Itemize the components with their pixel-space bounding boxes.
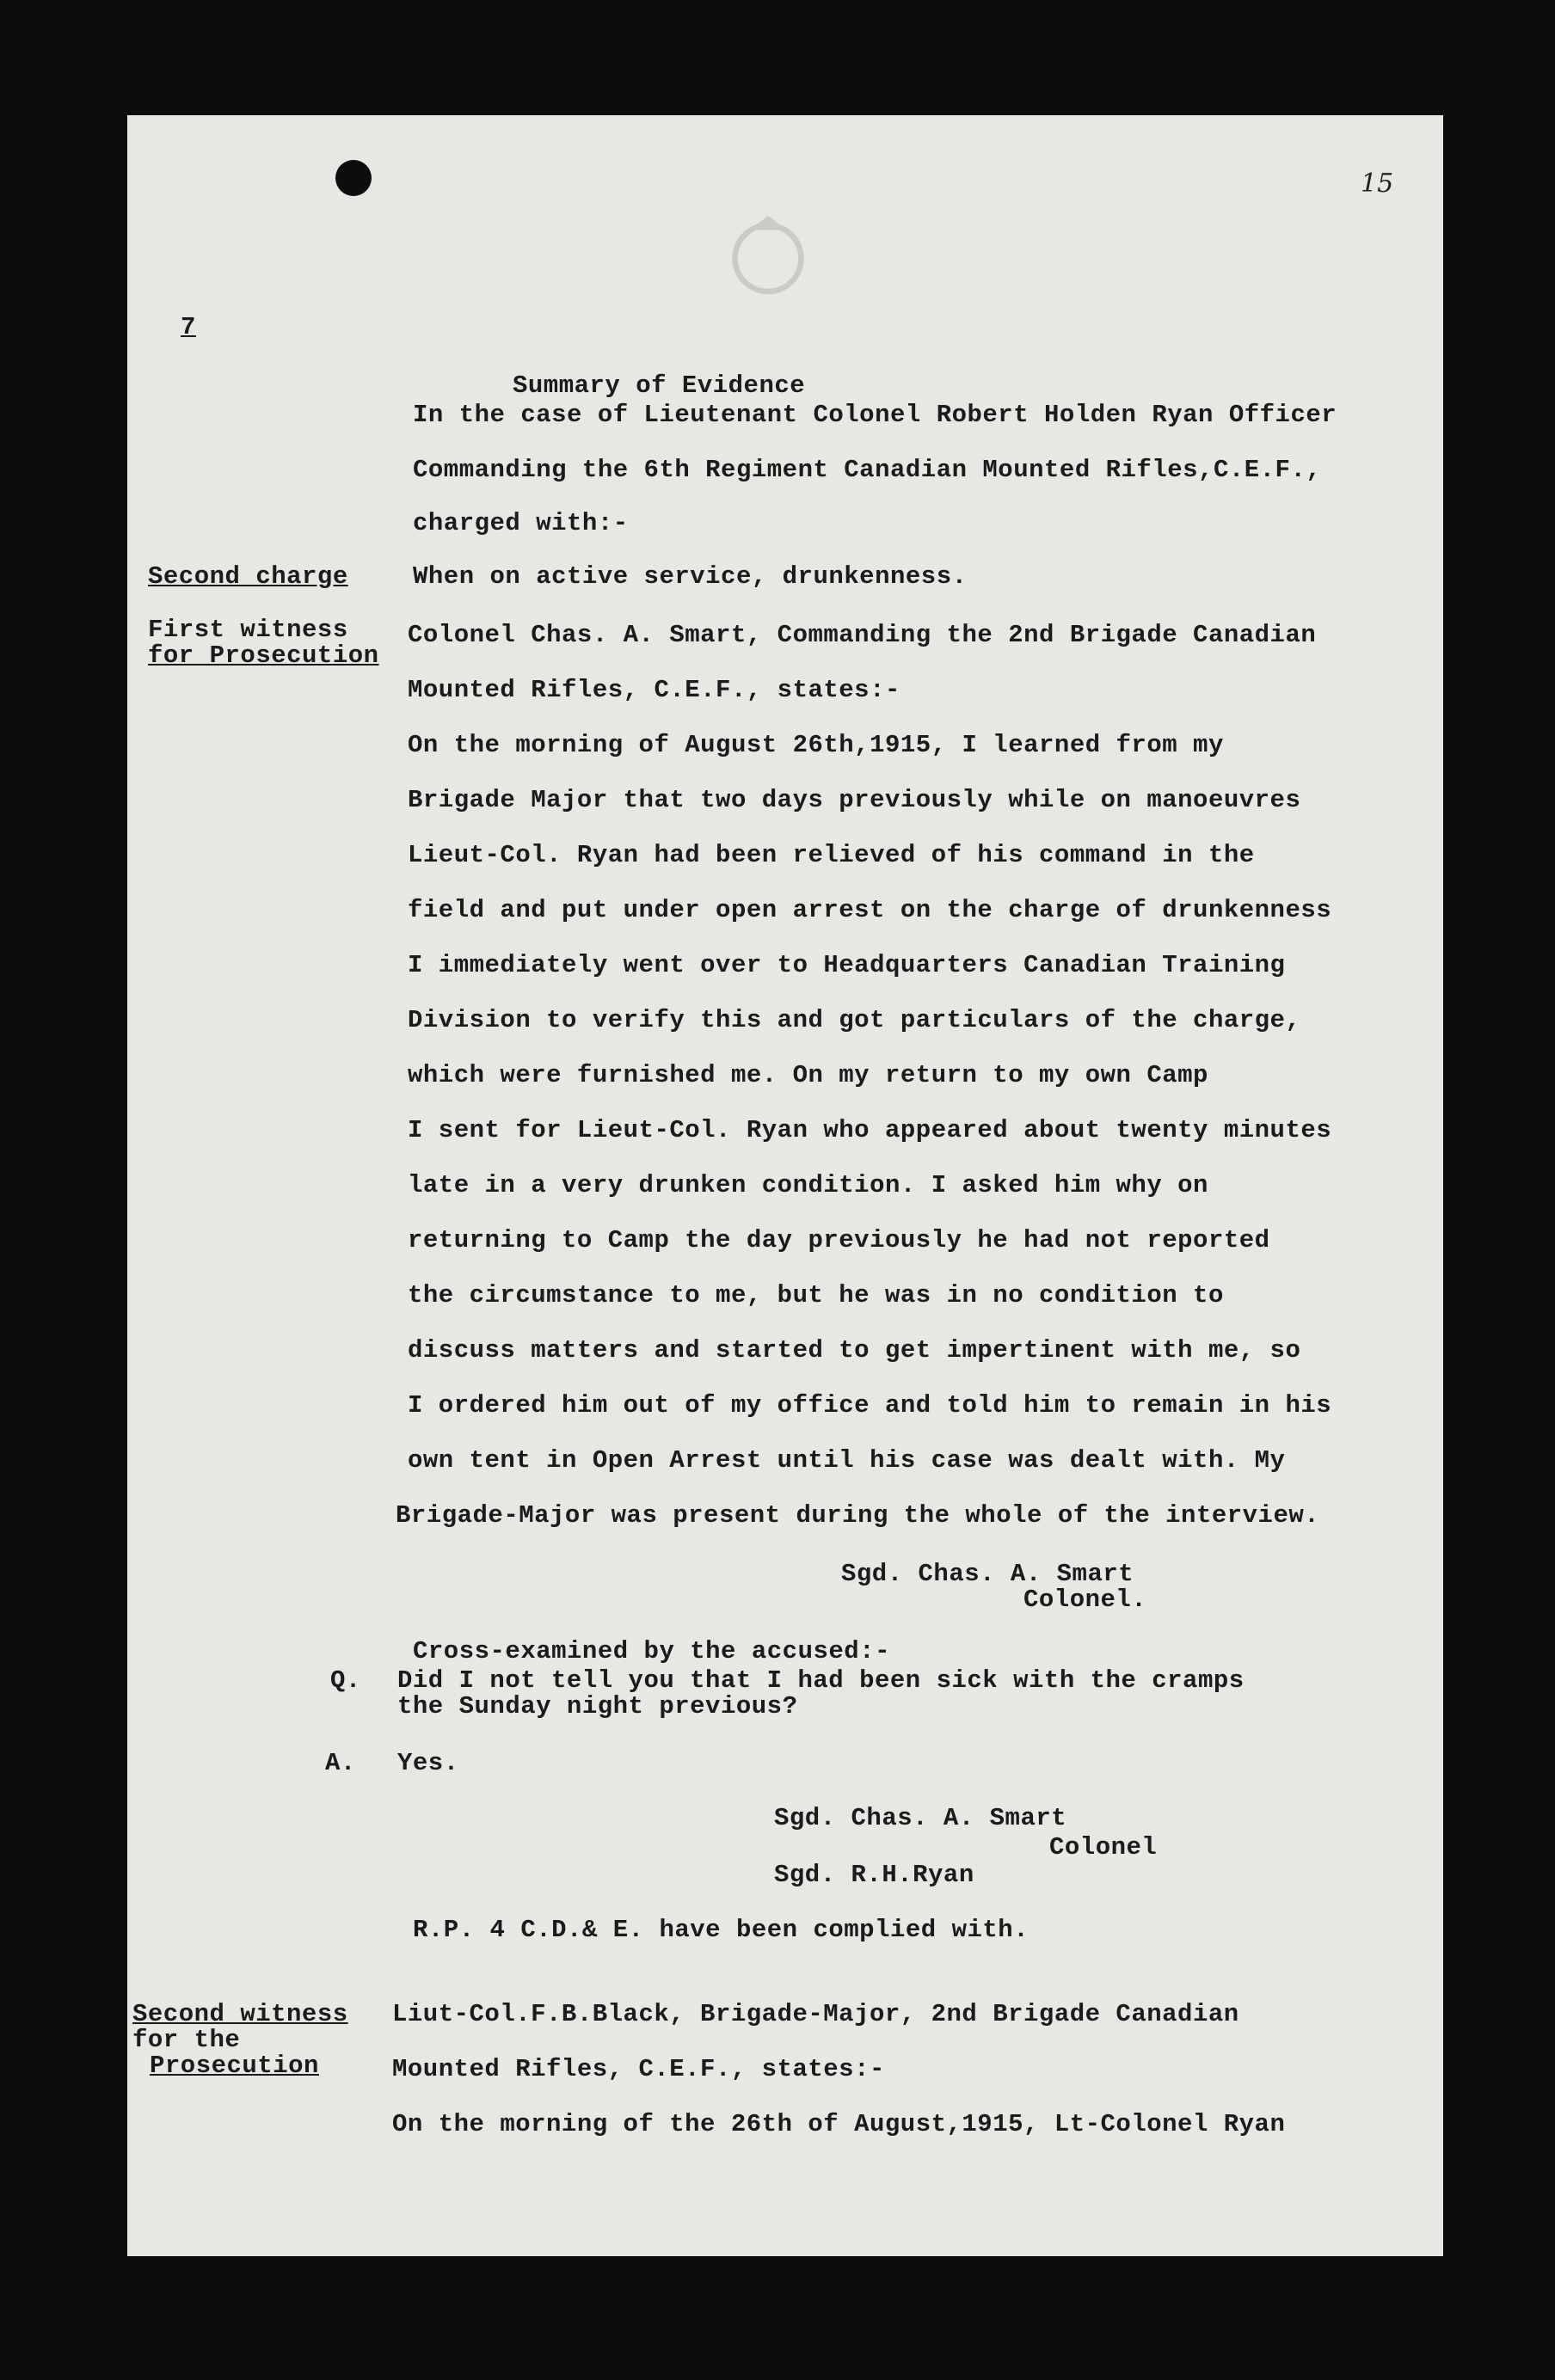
charge-label: Second charge <box>148 562 348 591</box>
signature-rank: Colonel <box>1049 1833 1158 1862</box>
signature-ryan: Sgd. R.H.Ryan <box>774 1861 974 1889</box>
witness1-line: which were furnished me. On my return to my own Camp <box>408 1061 1208 1089</box>
signature-smart: Sgd. Chas. A. Smart <box>774 1804 1067 1832</box>
witness1-line: late in a very drunken condition. I asked him why on <box>408 1171 1208 1199</box>
answer-marker: A. <box>325 1749 356 1777</box>
watermark-crest <box>721 206 815 301</box>
witness2-line: On the morning of the 26th of August,1915, Lt-Colonel Ryan <box>392 2110 1286 2138</box>
witness1-line: field and put under open arrest on the charge of drunkenness <box>408 896 1332 924</box>
witness1-line: discuss matters and started to get impertinent with me, so <box>408 1336 1301 1365</box>
witness1-line: returning to Camp the day previously he had not reported <box>408 1226 1270 1254</box>
question-line: Did I not tell you that I had been sick with the cramps <box>397 1666 1245 1695</box>
cross-examination-heading: Cross-examined by the accused:- <box>413 1637 890 1665</box>
intro-line: charged with:- <box>413 509 629 537</box>
intro-line: In the case of Lieutenant Colonel Robert Holden Ryan Officer <box>413 401 1337 429</box>
witness1-line: I ordered him out of my office and told him to remain in his <box>408 1391 1332 1420</box>
answer-text: Yes. <box>397 1749 459 1777</box>
witness1-line: On the morning of August 26th,1915, I learned from my <box>408 731 1224 759</box>
witness1-label: for Prosecution <box>148 641 379 670</box>
witness1-line: own tent in Open Arrest until his case was dealt with. My <box>408 1446 1286 1475</box>
witness1-line: Division to verify this and got particulars of the charge, <box>408 1006 1301 1034</box>
witness1-line: the circumstance to me, but he was in no condition to <box>408 1281 1224 1310</box>
signature-rank: Colonel. <box>1023 1586 1147 1614</box>
witness2-line: Mounted Rifles, C.E.F., states:- <box>392 2055 885 2083</box>
page-number: 7 <box>181 313 196 341</box>
witness2-label: for the <box>132 2026 241 2054</box>
page-title: Summary of Evidence <box>513 371 806 400</box>
witness1-line: Brigade-Major was present during the whole of the interview. <box>396 1501 1320 1530</box>
witness1-line: Colonel Chas. A. Smart, Commanding the 2nd Brigade Canadian <box>408 621 1317 649</box>
witness1-line: Brigade Major that two days previously while on manoeuvres <box>408 786 1301 814</box>
witness2-label: Prosecution <box>150 2052 319 2080</box>
witness1-line: Mounted Rifles, C.E.F., states:- <box>408 676 900 704</box>
witness1-line: Lieut-Col. Ryan had been relieved of his command in the <box>408 841 1255 869</box>
intro-line: Commanding the 6th Regiment Canadian Mounted Rifles,C.E.F., <box>413 456 1322 484</box>
witness1-label: First witness <box>148 616 348 644</box>
question-line: the Sunday night previous? <box>397 1692 798 1721</box>
signature-smart: Sgd. Chas. A. Smart <box>841 1560 1134 1588</box>
corner-mark: 15 <box>1361 169 1394 199</box>
punch-hole <box>335 160 372 196</box>
rp-compliance-line: R.P. 4 C.D.& E. have been complied with. <box>413 1916 1029 1944</box>
witness1-line: I immediately went over to Headquarters Canadian Training <box>408 951 1286 979</box>
charge-text: When on active service, drunkenness. <box>413 562 968 591</box>
witness1-line: I sent for Lieut-Col. Ryan who appeared about twenty minutes <box>408 1116 1332 1144</box>
witness2-label: Second witness <box>132 2000 348 2028</box>
question-marker: Q. <box>330 1666 361 1695</box>
witness2-line: Liut-Col.F.B.Black, Brigade-Major, 2nd Brigade Canadian <box>392 2000 1239 2028</box>
